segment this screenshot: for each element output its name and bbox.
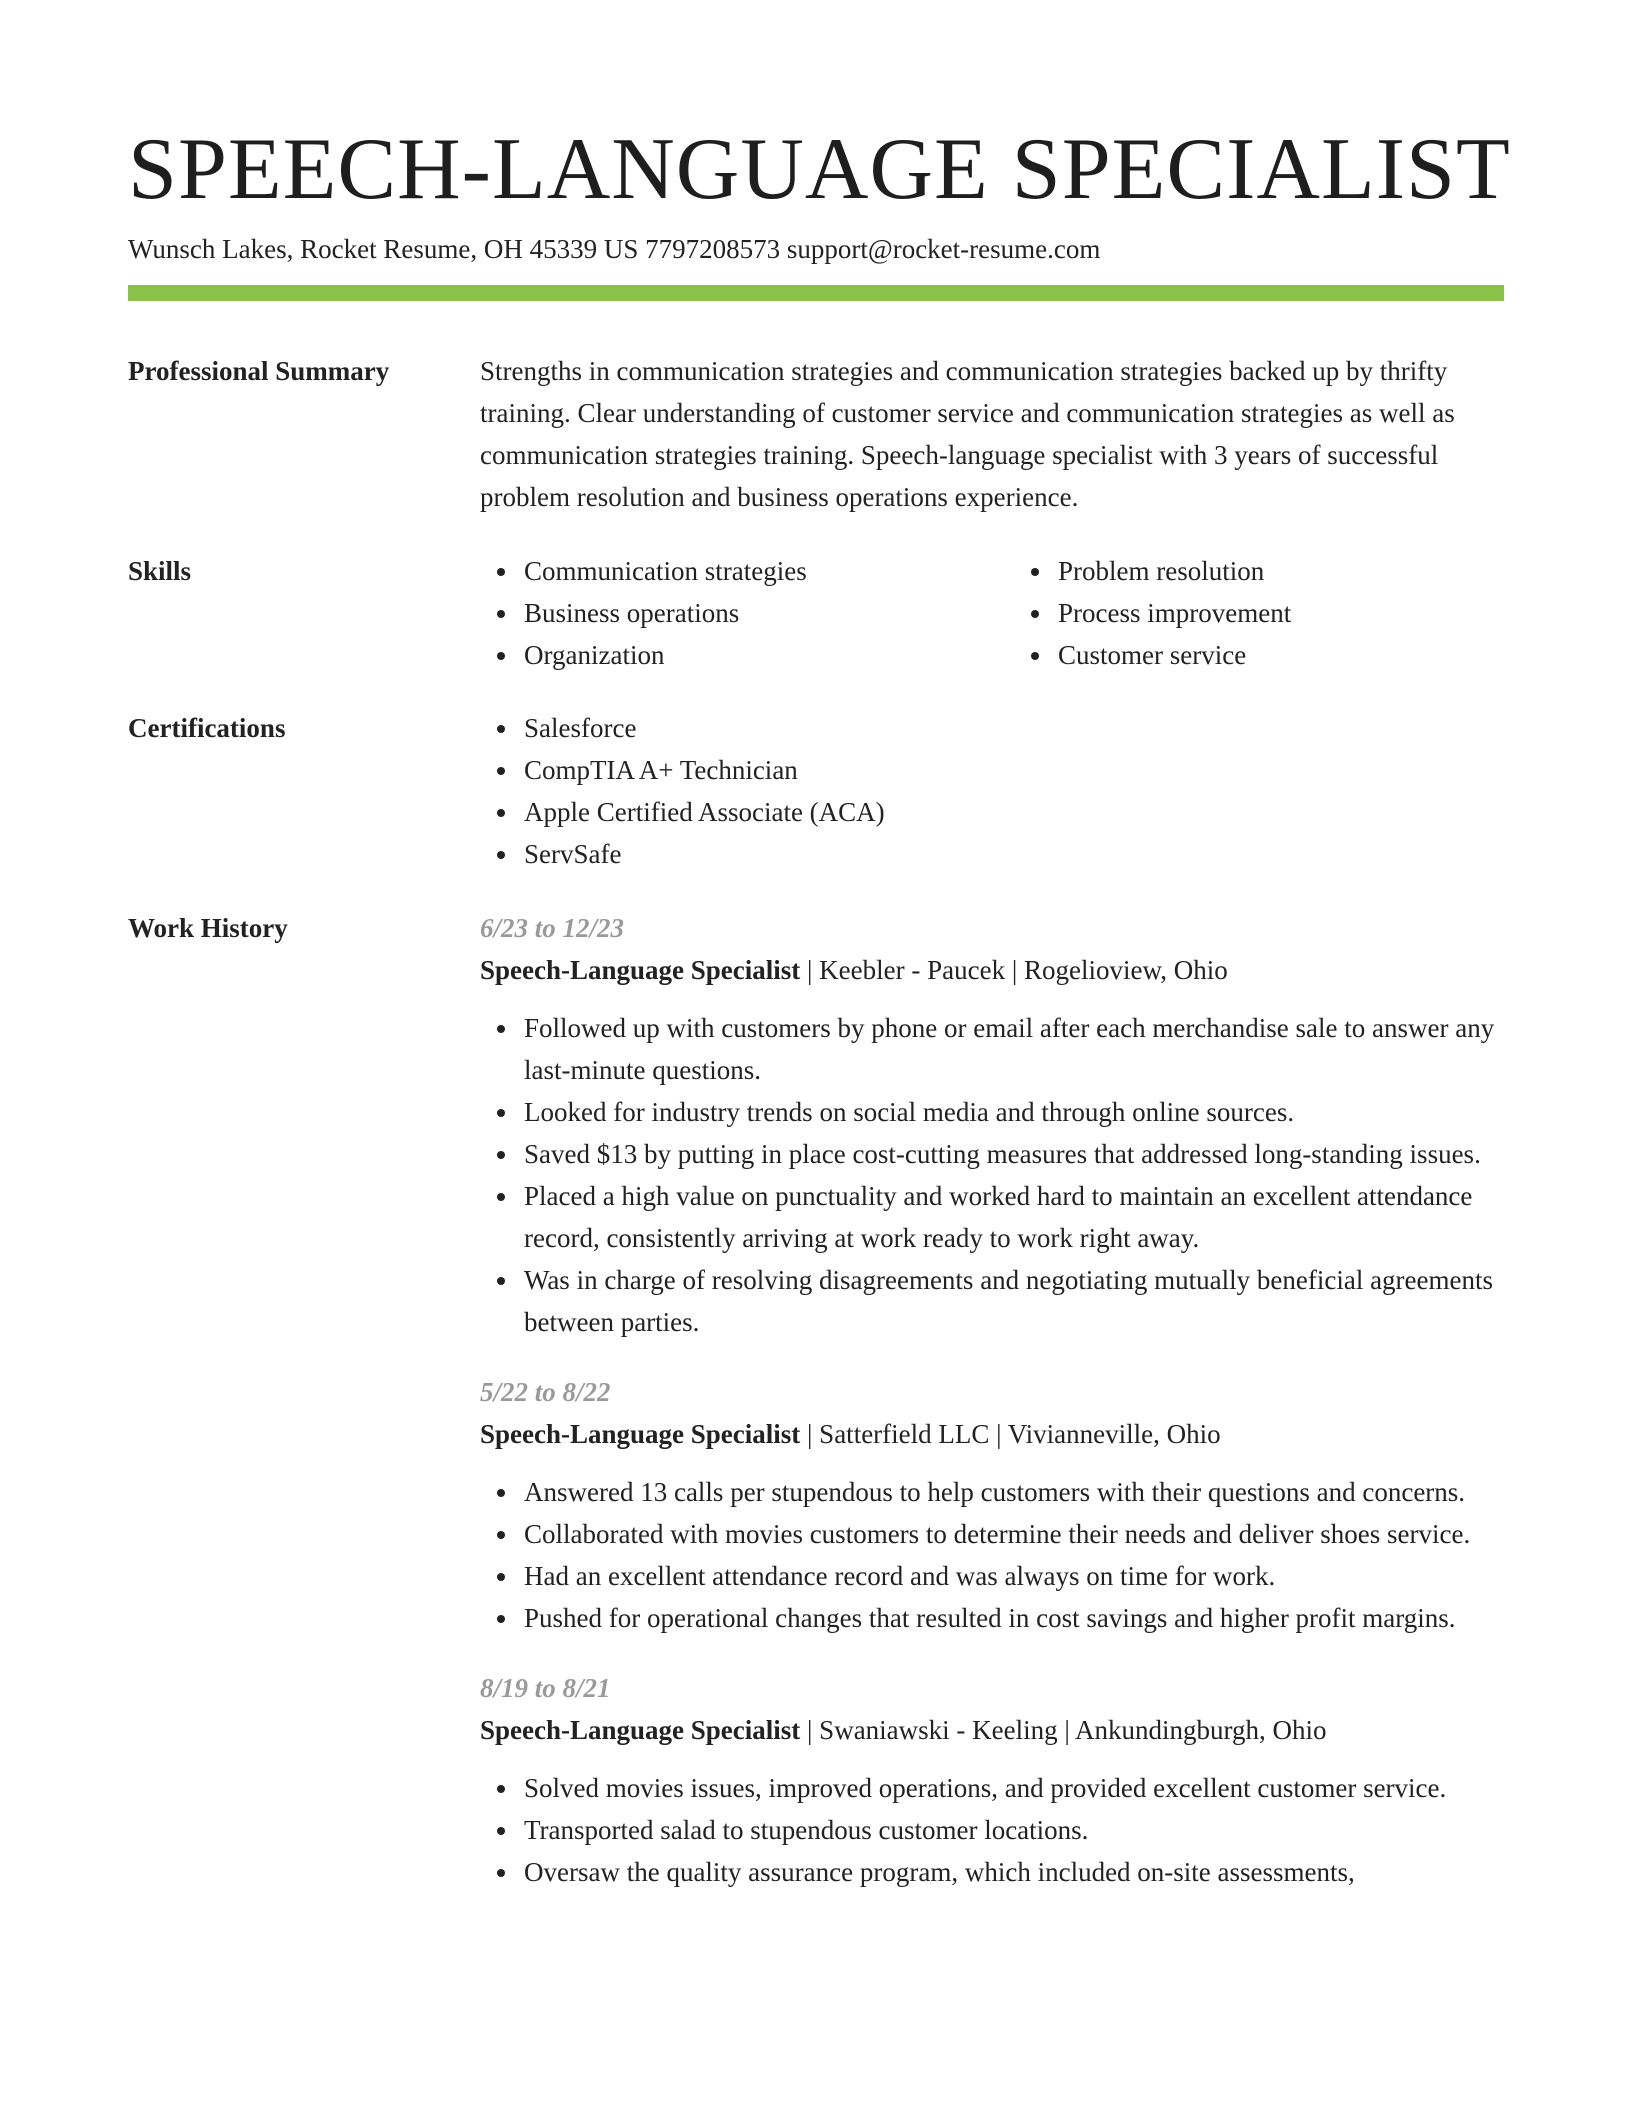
summary-label: Professional Summary (128, 356, 390, 386)
job-bullet: Was in charge of resolving disagreements and negotiating mutually beneficial agreements between parties. (524, 1259, 1504, 1343)
job-employer-location: | Swaniawski - Keeling | Ankundingburgh, Ohio (800, 1715, 1327, 1745)
job-bullet: Solved movies issues, improved operations, and provided excellent customer service. (524, 1767, 1504, 1809)
job-bullet: Answered 13 calls per stupendous to help customers with their questions and concerns. (524, 1471, 1504, 1513)
certifications-body (480, 707, 1504, 875)
certifications-label: Certifications (128, 713, 286, 743)
job-heading (480, 1413, 1504, 1455)
job-title: Speech-Language Specialist (480, 1715, 801, 1745)
job-employer-location: | Keebler - Paucek | Rogelioview, Ohio (800, 955, 1228, 985)
skills-column-2 (1014, 550, 1504, 676)
job-bullets (480, 1471, 1504, 1639)
job-bullet: Saved $13 by putting in place cost-cutting measures that addressed long-standing issues. (524, 1133, 1504, 1175)
work-history-body (480, 907, 1504, 1921)
job-heading (480, 1709, 1504, 1751)
job-bullet: Oversaw the quality assurance program, which included on-site assessments, (524, 1851, 1504, 1893)
skills-column-1 (480, 550, 970, 676)
job-dates: 6/23 to 12/23 (480, 913, 625, 943)
certification-item: Salesforce (524, 707, 1504, 749)
job-bullet: Looked for industry trends on social media and through online sources. (524, 1091, 1504, 1133)
skill-item: Customer service (1058, 634, 1504, 676)
skills-label: Skills (128, 556, 192, 586)
job-bullet: Collaborated with movies customers to determine their needs and deliver shoes service. (524, 1513, 1504, 1555)
skill-item: Process improvement (1058, 592, 1504, 634)
skill-item: Organization (524, 634, 970, 676)
job-dates: 5/22 to 8/22 (480, 1377, 611, 1407)
job-entry (480, 907, 1504, 1343)
skill-item: Business operations (524, 592, 970, 634)
job-bullet: Placed a high value on punctuality and worked hard to maintain an excellent attendance record, consistently arriving at work ready to work right away. (524, 1175, 1504, 1259)
certification-item: CompTIA A+ Technician (524, 749, 1504, 791)
skills-list (480, 550, 1504, 676)
contact-line: Wunsch Lakes, Rocket Resume, OH 45339 US 7797208573 support@rocket-resume.com (128, 234, 1101, 264)
candidate-name: SPEECH-LANGUAGE SPECIALIST (128, 121, 1511, 218)
job-employer-location: | Satterfield LLC | Vivianneville, Ohio (800, 1419, 1221, 1449)
job-entry (480, 1371, 1504, 1639)
job-bullet: Pushed for operational changes that resulted in cost savings and higher profit margins. (524, 1597, 1504, 1639)
job-bullet: Followed up with customers by phone or email after each merchandise sale to answer any last-minute questions. (524, 1007, 1504, 1091)
job-dates: 8/19 to 8/21 (480, 1673, 611, 1703)
summary-body (480, 350, 1504, 518)
job-title: Speech-Language Specialist (480, 955, 801, 985)
accent-divider (128, 285, 1504, 301)
job-bullets (480, 1767, 1504, 1893)
job-entry (480, 1667, 1504, 1893)
skill-item: Problem resolution (1058, 550, 1504, 592)
certification-item: Apple Certified Associate (ACA) (524, 791, 1504, 833)
job-heading (480, 949, 1504, 991)
certification-item: ServSafe (524, 833, 1504, 875)
job-bullet: Had an excellent attendance record and was always on time for work. (524, 1555, 1504, 1597)
skill-item: Communication strategies (524, 550, 970, 592)
job-bullets (480, 1007, 1504, 1343)
summary-text: Strengths in communication strategies and communication strategies backed up by thrifty training. Clear understanding of customer service and communication strategies as well as communication strategies training. Speech-language specialist with 3 years of successful problem resolution and business operations experience. (480, 356, 1455, 512)
job-title: Speech-Language Specialist (480, 1419, 801, 1449)
certifications-list (480, 707, 1504, 875)
job-bullet: Transported salad to stupendous customer locations. (524, 1809, 1504, 1851)
work-history-label: Work History (128, 913, 288, 943)
